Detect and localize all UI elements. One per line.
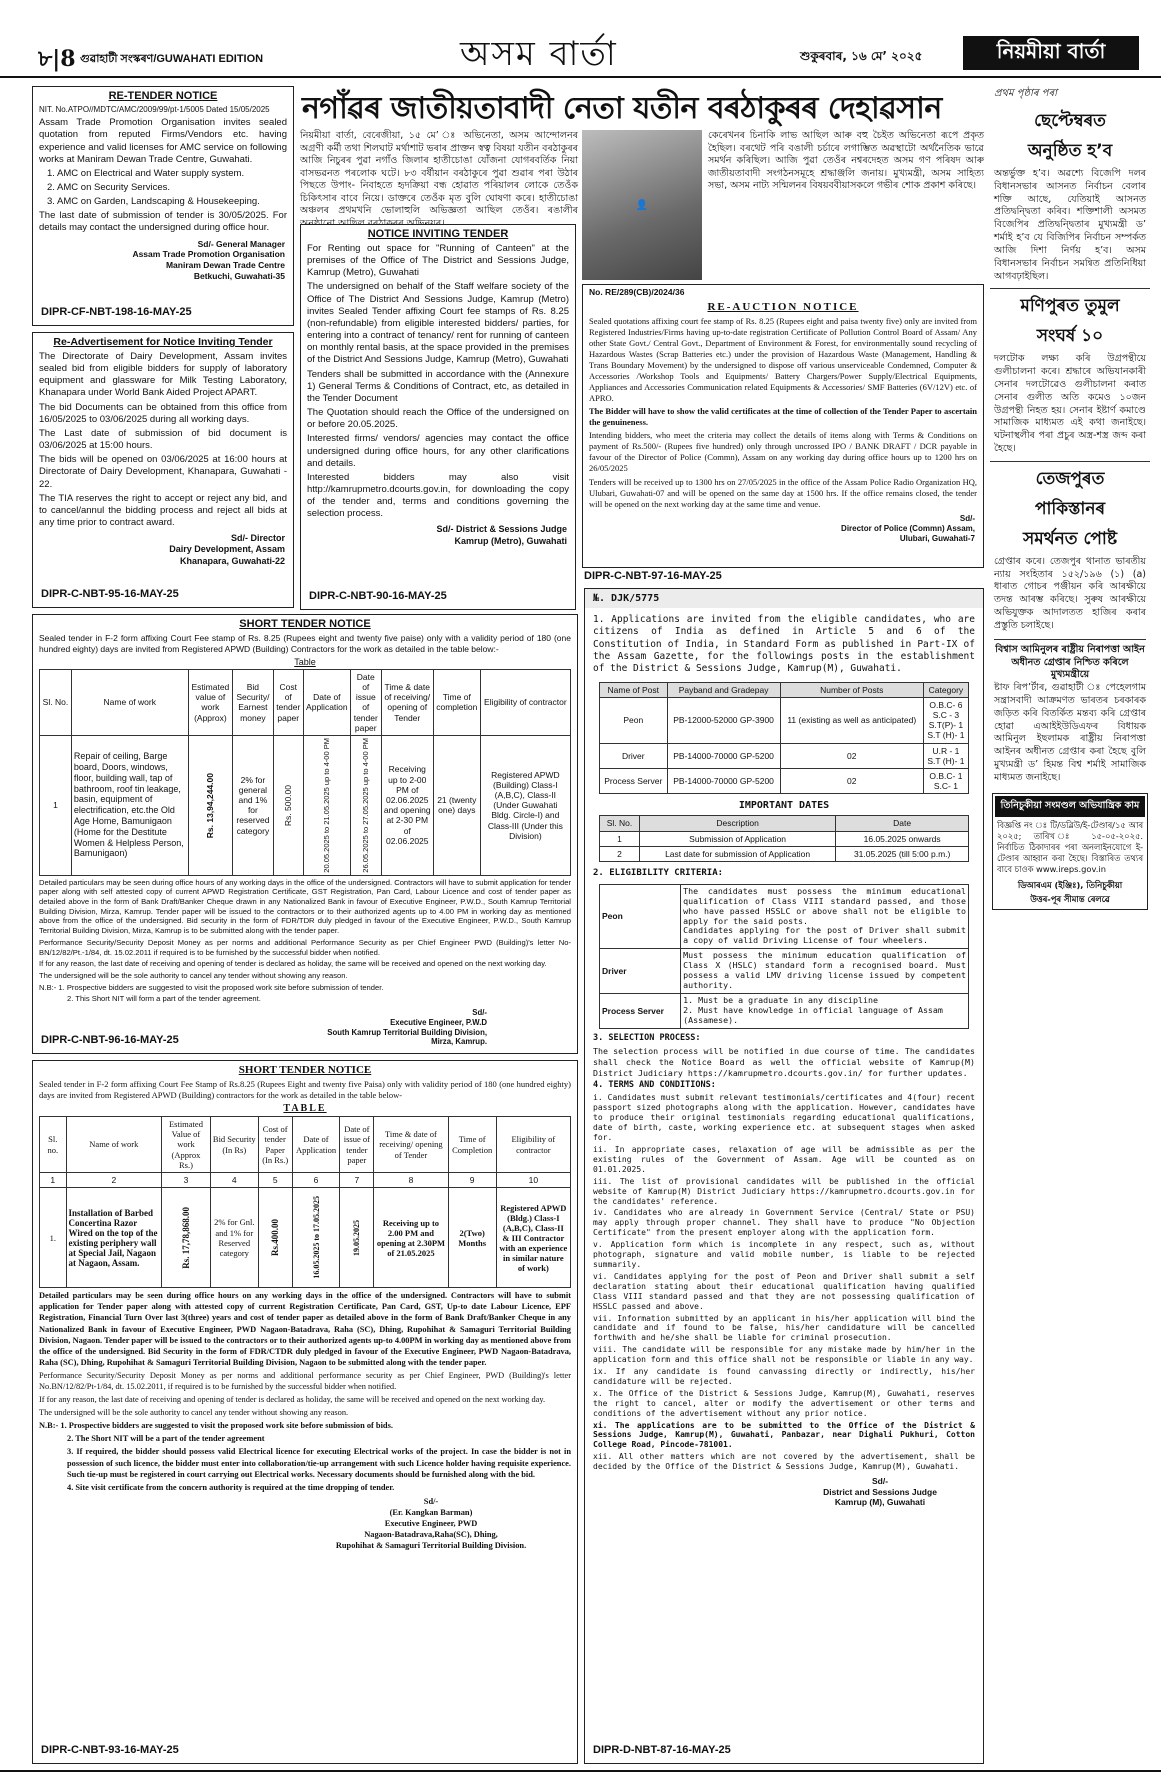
table-cell: 1 (40, 1173, 67, 1188)
retender-last-date: The last date of submission of tender is 30/05/2025. For details may contact the undersigned during office hour. (39, 210, 287, 234)
table-cell: 10 (496, 1173, 570, 1188)
table-cell: Last date for submission of Application (639, 846, 835, 861)
table-header: Sl. no. (40, 1117, 67, 1173)
retender-item: 3. AMC on Garden, Landscaping & Housekeeping. (47, 196, 260, 208)
table-cell: Receiving up to 2-00 PM of 02.06.2025 and opening at 2-30 PM of 02.06.2025 (381, 735, 433, 875)
table-cell: O.B.C- 1 S.C- 1 (923, 769, 968, 794)
term-item: x. The Office of the District & Sessions Judge, Kamrup(M), Guwahati, reserves the right to cancel, alter or modify the advertisement or other terms and conditions of the advertisement without any prior notice. (593, 1388, 975, 1418)
reauction-signature: Sd/- Director of Police (Commn) Assam, Ulubari, Guwahati-7 (841, 513, 975, 543)
table-cell: 7 (340, 1173, 374, 1188)
side-continued: প্ৰথম পৃষ্ঠাৰ পৰা (994, 88, 1058, 99)
side-headline: তেজপুৰত (990, 461, 1150, 494)
side-headline: সমৰ্থনত পোষ্ট (1022, 528, 1118, 549)
short2-para: Detailed particulars may be seen during office hours on any working days in the office of the undersigned. Contractors will have to submit application for Tender paper along with attested copy of current Registration Certificate, Pan Card, GST, Up-to date Labour Licence, EPF Registration, Financial Turn Over last 3(three) years and cost of tender paper as detailed above in the form of Bank Draft/Banker Cheque in any Nationalized Bank in favour of Executive Engineer, PWD Nagaon-Batadrava, Raha (SC), Dhing, Rupohihat & Samaguri Territorial Building Division, Nagaon. Tender paper will be issued to the contractors or to their authorized agents up-to 4.00PM in working day as mentioned above from the office of the undersigned. Bid Security in the form of FDR/CTDR duly pledged in favour of the Executive Engineer, PWD Nagaon-Batadrava, Raha (SC), Dhing, Rupohihat & Samaguri Territorial Building Division, Nagaon to be submitted along with the tender paper. (39, 1291, 571, 1367)
table-cell: 6 (292, 1173, 340, 1188)
retender-code: DIPR-CF-NBT-198-16-MAY-25 (41, 306, 192, 318)
short1-table-label: Table (294, 656, 316, 667)
page-number: ৮|8 (38, 46, 76, 72)
side-text: গ্ৰেপ্তাৰ কৰে। তেজপুৰ থানাত ভাৰতীয় ন্যায় সংহিতাৰ ১৫২/১৯৬ (১) (a) ধাৰাত গোচৰ পঞ্জীয়ন কৰি আৰক্ষীয়ে তদন্ত আৰম্ভ কৰিছে। সুৰুষ আৰক্ষীয়ে অভিযুক্তক আদালতত হাজিৰ কৰাৰ প্ৰস্তুতি চলাইছে। (994, 555, 1146, 631)
table-row (600, 846, 969, 861)
retender-body: Assam Trade Promotion Organisation invites sealed quotation from reputed Firms/Vendors etc. having experience and valid licenses for AMC service on following works at Maniram Dewan Trade Centre, Guwahati. (39, 117, 287, 165)
table-cell: PB-12000-52000 GP-3900 (667, 697, 780, 743)
short2-title: SHORT TENDER NOTICE (238, 1064, 372, 1076)
vertical-text: 26.05.2025 to 27.05.2025 up to 4-00 PM (361, 737, 371, 873)
table-cell: 21 (twenty one) days (433, 735, 480, 875)
edition-label: গুৱাহাটী সংস্কৰণ/GUWAHATI EDITION (80, 53, 264, 65)
vertical-text: 20.05.2025 to 21.05.2025 up to 4-00 PM (322, 737, 332, 873)
short2-table (39, 1116, 571, 1288)
table-cell: Driver (600, 743, 668, 768)
reauction-para: The Bidder will have to show the valid certificates at the time of collection of the Tender Paper to ascertain the genuineness. (589, 406, 977, 428)
canteen-para: Interested firms/ vendors/ agencies may contact the office undersigned during office hours, for any other clarifications and details. (307, 433, 569, 469)
table-header: Cost of tender paper (273, 669, 303, 735)
railway-tender-box (992, 793, 1148, 910)
eligibility-title: 2. ELIGIBILITY CRITERIA: (593, 867, 724, 878)
table-cell: O.B.C- 6 S.C - 3 S.T(P)- 1 S.T (H)- 1 (923, 697, 968, 743)
term-item: vi. Candidates applying for the post of Peon and Driver shall submit a self declaration stating about their educational qualification having qualified Class VIII standard passed and that they are not possessing qualification of HSSLC passed and above. (593, 1271, 975, 1311)
short1-para: Performance Security/Security Deposit Money as per norms and additional Performance Security as per Chief Engineer PWD (Building)'s letter No-BN/12/82/Pt.-1/84, dt. 15.02.2011 if required is to be furnished by the successful bidder when notified. (39, 937, 571, 957)
vertical-text: 19.05.2025 (352, 1219, 362, 1256)
dates-table (599, 815, 969, 862)
short1-table (39, 669, 571, 876)
table-cell: Repair of ceiling, Barge board, Doors, windows, floor, building wall, tap of bathroom, roof tin leakage, basin, equipment of electrification, etc.the Old Age Home, Bamunigaon (Home for the Destitute Women & Helpless Person, Bamunigaon) (71, 735, 188, 875)
term-item: v. Application form which is incomplete in any respect, such as, without photograph, signature and valid mobile number, is liable to be rejected summarily. (593, 1240, 975, 1269)
term-item: vii. Information submitted by an applicant in his/her application will bind the candidate and if found to be false, his/her candidature will be cancelled forthwith and he/she shall be liable for criminal prosecution. (593, 1313, 975, 1343)
table-cell: 2% for general and 1% for reserved category (233, 735, 274, 875)
table-cell: Registered APWD (Bldg.) Class-I (A,B,C), Class-II & III Contractor with an experience in similar nature of work) (496, 1188, 570, 1288)
vertical-text: Rs. 500.00 (283, 784, 294, 826)
reauction-para: Sealed quotations affixing court fee stamp of Rs. 8.25 (Rupees eight and paisa twenty five) only are invited from Registered Industries/Firms having up-to-date registration Certificate of Pollution Control Board of Assam/ Any other State Govt./ Central Govt., Department of Environment & Forest, for environmentally sound recycling of Hazardous Wastes (Scrap Batteries etc.) under the provision of Hazardous Waste (Management, Handling & Trans Boundary Movement) by the undersigned to dispose off various unserviceable Condemned, Computer & Accessories /Workshop Tools and Equipments/ Battery Chargers/Power Supply/Electrical Equipments, Appliances and Accessories Communication related Equipments & Accessories/ SMF Batteries (6V/12V) etc. of APRO. (589, 315, 977, 404)
page-footer-rule (0, 1770, 1161, 1772)
vertical-text: 16.05.2025 to 17.05.2025 (311, 1196, 321, 1280)
short2-intro: Sealed tender in F-2 form affixing Court Fee Stamp of Rs.8.25 (Rupees Eight and twenty five Paisa) only with validity period of 180 (one hundred eighty) days are invited from Registered APWD (Building) contractors for the work as detailed in the table below- (39, 1079, 571, 1101)
canteen-signature: Sd/- District & Sessions Judge Kamrup (Metro), Guwahati (436, 524, 567, 546)
table-header: Number of Posts (780, 682, 923, 697)
term-item: ix. If any candidate is found canvassing directly or indirectly, his/her candidature will be rejected. (593, 1367, 975, 1386)
table-cell: 11 (existing as well as anticipated) (780, 697, 923, 743)
table-cell (350, 735, 381, 875)
table-cell: 3 (162, 1173, 211, 1188)
short-tender-2 (32, 1060, 578, 1764)
side-text: ষ্টাফ ৰিপ’ৰ্টাৰ, গুৱাহাটী ঃ পেহেলগাম সন্ত্ৰাসবাদী আক্ৰমণত ভাৰতৰ চৰকাৰক জড়িত কৰি বিতৰ্কিত মন্তব্য কৰি গ্ৰেপ্তাৰ হোৱা এআইইউডিএফৰ বিধায়ক আমিনুল ইছলামক ৰাষ্ট্ৰীয় নিৰাপত্তা আইনৰ অধীনত গ্ৰেপ্তাৰ কৰা হৈছে বুলি মুখ্যমন্ত্ৰী ড’ হিমন্ত বিশ্ব শৰ্মাই সামাজিক মাধ্যমত জনাইছে। (994, 682, 1146, 783)
retender-title: RE-TENDER NOTICE (108, 90, 218, 102)
table-cell: Process Server (600, 994, 681, 1029)
table-cell (303, 735, 350, 875)
selection-text: The selection process will be notified in due course of time. The candidates shall check the Notice Board as well the official website of Kamrup(M) District Judiciary https://kamrupmetro.dcourts.gov.in/ for further updates. (593, 1046, 975, 1078)
canteen-para: The undersigned on behalf of the Staff welfare society of the Office of The District And Sessions Judge, Kamrup (Metro) invites Sealed Tender affixing Court fee stamps of Rs. 8.25 (non-refundable) from eligible interested bidders/ parties, for entering into a contract of tenancy/ rent for running of canteen on monthly rental basis, at the space provided in the premises of the District And Sessions Judge, Kamrup (Metro), Guwahati (307, 281, 569, 366)
table-header: Time of Completion (448, 1117, 496, 1173)
table-header-row (40, 669, 571, 735)
table-row (40, 735, 571, 875)
canteen-para: For Renting out space for "Running of Canteen" at the premises of the Office of The District and Sessions Judge, Kamrup (Metro), Guwahati (307, 243, 569, 279)
term-item: ii. In appropriate cases, relaxation of age will be admissible as per the existing rules of the Government of Assam. Age will be counted as on 01.01.2025. (593, 1145, 975, 1174)
retender-item: 1. AMC on Electrical and Water supply system. (47, 167, 245, 179)
canteen-para: Tenders shall be submitted in accordance with the (Annexure 1) General Terms & Conditions of Contract, etc, as detailed in the Tender Document (307, 368, 569, 404)
table-header: Date of issue of tender paper (350, 669, 381, 735)
table-cell: 02 (780, 769, 923, 794)
canteen-title: NOTICE INVITING TENDER (367, 228, 509, 240)
news-column-2 (708, 130, 984, 280)
reauction-title: RE-AUCTION NOTICE (707, 300, 859, 313)
retender-ref: NIT. No.ATPO//MDTC/AMC/2009/99/pt-1/5005 Dated 15/05/2025 (39, 105, 270, 114)
reauction-code: DIPR-C-NBT-97-16-MAY-25 (584, 570, 722, 582)
table-header: Date (836, 816, 969, 831)
short-tender-1 (32, 614, 578, 1054)
side-headline: সংঘৰ্ষ ১০ (1036, 326, 1104, 347)
table-row (600, 743, 969, 768)
table-header: Eligibility of contractor (480, 669, 570, 735)
side-headline: ছেপ্টেম্বৰত (1034, 111, 1106, 131)
table-cell: 1 (600, 831, 640, 846)
table-cell: 9 (448, 1173, 496, 1188)
short2-para: Performance Security/Security Deposit Money as per norms and additional performance security as per Chief Engineer, PWD (Building)'s letter No.BN/12/82/Pt-1/84, dt. 15.02.2011, if required is to be furnished by the successful bidder when notified. (39, 1370, 571, 1391)
table-row (600, 949, 969, 994)
paper-name: অসম বাৰ্তা (460, 34, 618, 74)
table-cell: Receiving up to 2.00 PM and opening at 2.30PM of 21.05.2025 (374, 1188, 448, 1288)
table-cell: Driver (600, 949, 681, 994)
short2-nb: 2. The Short NIT will be a part of the tender agreement (67, 1434, 265, 1444)
table-cell: 2 (66, 1173, 162, 1188)
table-cell: 1 (40, 735, 72, 875)
short2-signature: Sd/- (Er. Kangkan Barman) Executive Engineer, PWD Nagaon-Batadrava,Raha(SC), Dhing, Rupohihat & Samaguri Territorial Building Division. (335, 1496, 527, 1550)
short1-para: Detailed particulars may be seen during office hours of any working days in the office of the undersigned. Contractors will have to submit application for tender paper along with self attested copy of current APWD Registration Certificate, GST Registration, Pan Card, Labour Licence and cost of tender paper as detailed above in the form of Bank Draft/Banker Cheque drawn in any Nationalized Bank in favour of Executive Engineer, P.W.D., South Kamrup Territorial Building Division, Mirza, Kamrup. Tender paper will be issued to the contractors or to their authorized agents up to 4.00 PM in working day as mentioned above from the office of the undersigned. Bid security in the form of FDR/TDR duly pledged in favour of the Executive Engineer, P.W.D., South Kamrup Territorial Building Division, Mirza, Kamrup is to be submitted along with the tender paper. (39, 877, 571, 936)
short2-nb: 4. Site visit certificate from the concern authority is required at the time dropping of tender. (67, 1482, 395, 1492)
terms-title: 4. TERMS AND CONDITIONS: (593, 1080, 716, 1091)
dairy-para: The bid Documents can be obtained from this office from 16/05/2025 to 03/06/2025 during all working days. (39, 401, 287, 425)
short1-title: SHORT TENDER NOTICE (239, 618, 371, 630)
news-text: কেৰেখনৰ চিনাকি লাভ আছিল আৰু বহু চৈইত অভিনেতা ৰূপে প্ৰকৃত হৈছিল। বৰথেট পৰি বঙালী চৰ্চাৰে লগাম্ভিত অৱস্থাটো অৰ্থনৈতিক ভাৱে সমৰ্থন কৰিছিল। আজি পুৱা তেওঁৰ নশ্বৰদেহত অসম গণ পৰিষদ আৰু জাতীয়তাবাদী সংগঠনসমূহে শ্ৰদ্ধাঞ্জলি জনায়। মুখ্যমন্ত্ৰী, অসম সাহিত্য সভা, অসম নাট্য সন্মিলনৰ বিষয়ববীয়াসকলে গভীৰ শোক প্ৰকাশ কৰিছে। (708, 130, 984, 192)
railway-box-text: বিজ্ঞপ্তি নং ঃ টি/ডব্লিউ/ই-টেণ্ডাৰ/১৫ আৰ ২০২৫; তাৰিখ ঃ ১৫-০৫-২০২৫. নিৰ্বাচিত ঠিকাদাৰৰ পৰা অনলাইনযোগে ই-টেণ্ডাৰ আহ্বান কৰা হৈছে। বিস্তাৰিত তথ্যৰ বাবে চাওক www.ireps.gov.in (997, 819, 1143, 875)
short2-para: The undersigned will be the sole authority to cancel any tender without showing any reason. (39, 1408, 349, 1418)
table-header: Description (639, 816, 835, 831)
short1-nb: N.B:- 1. Prospective bidders are suggested to visit the proposed work site before submission of tender. (39, 982, 384, 992)
table-cell: PB-14000-70000 GP-5200 (667, 743, 780, 768)
posts-table (599, 682, 969, 795)
table-row (600, 769, 969, 794)
table-header: Date of Application (303, 669, 350, 735)
dairy-notice (32, 332, 294, 608)
vertical-text: Rs. 17,78,868.00 (180, 1206, 191, 1269)
table-cell: Peon (600, 697, 668, 743)
table-cell: 16.05.2025 onwards (836, 831, 969, 846)
table-header: Name of Post (600, 682, 668, 697)
table-row (600, 697, 969, 743)
table-header-row (600, 682, 969, 697)
table-row (600, 994, 969, 1029)
masthead (0, 0, 1161, 78)
side-subheadline: বিশ্বাস আমিনুলৰ ৰাষ্ট্ৰীয় নিৰাপত্তা আইন অধীনত গ্ৰেপ্তাৰ নিশ্চিত কৰিলে মুখ্যমন্ত্ৰীয়ে (994, 639, 1146, 682)
table-cell (258, 1188, 292, 1288)
retender-item: 2. AMC on Security Services. (47, 182, 171, 194)
reauction-ref: No. RE/289(CB)/2024/36 (589, 287, 685, 297)
table-cell (188, 735, 232, 875)
table-cell: 2% for Gnl. and 1% for Reserved category (210, 1188, 258, 1288)
short2-nb: 3. If required, the bidder should possess valid Electrical licence for executing Electrical works of the project. In case the bidder is not in possession of such licence, the bidder must enter into collaboration/tie-up arrangement with such Licence holder having requisite experience. Such tie-up must be registered in court carrying out Electrical works. Necessary documents should be furnished along with the bid. (67, 1447, 571, 1479)
dairy-code: DIPR-C-NBT-95-16-MAY-25 (41, 588, 179, 600)
canteen-para: Interested bidders may also visit http://kamrupmetro.dcourts.gov.in, for downloading the copy of the tender and, terms and conditions governing the selection process. (307, 471, 569, 520)
court-code: DIPR-D-NBT-87-16-MAY-25 (593, 1744, 731, 1756)
table-cell: The candidates must possess the minimum educational qualification of Class VIII standard passed, and those who have passed HSSLC or above shall not be eligible to apply for the said posts. Candidates applying for the post of Driver shall submit a copy of valid Driving License of four wheelers. (681, 884, 969, 949)
canteen-para: The Quotation should reach the Office of the undersigned on or before 20.05.2025. (307, 407, 569, 431)
table-header: Name of work (66, 1117, 162, 1173)
short2-para: If for any reason, the last date of receiving and opening of tender is declared as holiday, the same will be received and opened on the next working day. (39, 1395, 546, 1405)
table-header: Estimated Value of work (Approx Rs.) (162, 1117, 211, 1173)
table-header: Bid Security/ Earnest money (233, 669, 274, 735)
news-headline: নগাঁৱৰ জাতীয়তাবাদী নেতা যতীন বৰঠাকুৰৰ দেহাৱসান (302, 91, 942, 126)
railway-box-footer: ডিআৰএম (ইঞ্জিঃ), তিনিচুকীয়া উত্তৰ-পূৰ সীমান্ত ৰেলৱে (1017, 879, 1123, 904)
short1-para: If for any reason, the last date of receiving and opening of tender is declared as holiday, the same will be received and opened on the next working day. (39, 959, 547, 969)
table-header: Eligibility of contractor (496, 1117, 570, 1173)
table-header-row (40, 1117, 571, 1173)
short1-nb: 2. This Short NIT will form a part of the tender agreement. (67, 994, 261, 1004)
short2-nb: N.B:- 1. Prospective bidders are suggested to visit the proposed work site before submission of bids. (39, 1421, 393, 1431)
eligibility-table (599, 884, 969, 1029)
table-cell: PB-14000-70000 GP-5200 (667, 769, 780, 794)
side-text: দলটোক লক্ষ্য কৰি উগ্ৰপন্থীয়ে গুলীচালনা কৰে। শ্ৰদ্ধাৰে অভিযানকাৰী সেনাৰ দলটোৱেও গুলীচালনা কৰাত সেনাৰ গুলীত অতি কমেও ১০জন উগ্ৰপন্থী নিহত হয়। সেনাৰ ইষ্টাৰ্ণ কমাণ্ডে সামাজিক মাধ্যমত এই কথা জনাইছে। ঘটনাস্থলীৰ পৰা প্ৰচুৰ অস্ত্ৰ-শস্ত্ৰ জব্দ কৰা হৈছে। (994, 353, 1146, 454)
short2-table-label: TABLE (283, 1103, 327, 1115)
side-text: অন্তৰ্ভুক্ত হ’ব। অৱশ্যে বিজেপি দলৰ বিধানসভাৰ আসনত নিৰ্বাচন বেলাৰ শক্তি আছে, যেতিয়াই আসনত প্ৰতিদ্বন্দ্বিতা কৰিব। শক্তিশালী অসমত বিজেপিৰ প্ৰতিদ্বন্দ্বিতাৰ মুখ্যমন্ত্ৰী ড’ শৰ্মাই হ’ব যে বিজিপিৰ নিৰ্বাচন সম্পৰ্কত আজি দিশা নিৰ্ণয় হ’ব। অসম বিধানসভাৰ নিৰ্বাচন সমন্বিত প্ৰতিনিধিয়া আগবঢ়াইছিল। (994, 168, 1146, 282)
retender-notice (32, 86, 294, 326)
table-header-row (600, 816, 969, 831)
table-cell: 2 (600, 846, 640, 861)
term-item: i. Candidates must submit relevant testimonials/certificates and 4(four) recent passport sized photographs along with the application. However, candidates have to produce their original testimonials regarding educational qualifications, date of birth, caste, working experience etc. at subsequent stages when asked for. (593, 1093, 975, 1143)
canteen-notice (300, 224, 576, 610)
term-item: viii. The candidate will be responsible for any mistake made by him/her in the application form and this office shall not be responsible or liable in any way. (593, 1345, 975, 1365)
dairy-para: The Last date of submission of bid document is 03/06/2025 at 15:00 hours. (39, 427, 287, 452)
side-headline: অনুষ্ঠিত হ’ব (1027, 141, 1113, 161)
reauction-para: Tenders will be received up to 1300 hrs on 27/05/2025 in the office of the Assam Police Radio Organization HQ, Ulubari, Guwahati-07 and will be opened on the same day at 1500 hrs. If the office remains closed, the tender will be opened on the next working day at the same time and venue. (589, 476, 977, 509)
news-text: নিয়মীয়া বাৰ্তা, বেৰেজীয়া, ১৫ মে’ ঃ অভিনেতা, অসম আন্দোলনৰ অগ্ৰণী কৰ্মী তথা শিলঘাট মৰ্থাশাট ভৰাৰ প্ৰাক্তন স্বত্ব বিষয়া যতীন বৰঠাকুৰৰ আজি নিচুৰৰ পুৱা নগাঁও জিলাৰ হাতীচোঙা যোঁজনা যোগৰবৰ্তিক নিয়া বাসভৱনত পৰলোক ঘটে। ৮৩ বৰ্ষীয়ান বৰঠাকুৰে পুৱা শুৱাৰ পৰা উঠাৰ পিছতে উপাং- নিবাহতে হৃদক্ৰিয়া বন্ধ হোৱাত পৰিয়ালৰ লোকে তেওঁক চিকিৎসাৰ বাবে নিয়ে। ডাক্তৰে তেওঁক মৃত বুলি ঘোষণা কৰে। হাতীচোঙা অঞ্চলৰ প্ৰথমখনি ভোলাহুলি অভিজ্ঞতা আছিল তেওঁৰ। ৰঙালীৰ (300, 130, 578, 217)
table-cell: 2(Two) Months (448, 1188, 496, 1288)
table-header: Payband and Gradepay (667, 682, 780, 697)
term-item: xii. All other matters which are not covered by the advertisement, shall be decided by the Office of the District & Sessions Judge, Kamrup(M), Guwahati. (593, 1452, 975, 1472)
term-item: iv. Candidates who are already in Government Service (Central/ State or PSU) may apply through proper channel. They shall have to produce "No Objection Certificate" from the present employer along with the application form. (593, 1208, 975, 1238)
canteen-code: DIPR-C-NBT-90-16-MAY-25 (309, 590, 447, 602)
table-header: Time & date of receiving/ opening of Tender (381, 669, 433, 735)
dairy-para: The TIA reserves the right to accept or reject any bid, and to cancel/annul the bidding process and reject all bids at any time prior to contract award. (39, 492, 287, 529)
table-header: Name of work (71, 669, 188, 735)
table-header: Cost of tender Paper (In Rs.) (258, 1117, 292, 1173)
paper-logo: নিয়মীয়া বাৰ্তা (963, 36, 1139, 70)
table-cell: 1. (40, 1188, 67, 1288)
short2-code: DIPR-C-NBT-93-16-MAY-25 (41, 1744, 179, 1756)
table-cell: Installation of Barbed Concertina Razor Wired on the top of the existing periphery wall at Special Jail, Nagaon at Nagaon, Assam. (66, 1188, 162, 1288)
table-cell: 5 (258, 1173, 292, 1188)
court-signature: Sd/- District and Sessions Judge Kamrup (M), Guwahati (823, 1476, 937, 1508)
table-cell: 1. Must be a graduate in any discipline 2. Must have knowledge in official language of Assam (Assamese). (681, 994, 969, 1029)
table-header: Estimated value of work (Approx) (188, 669, 232, 735)
table-row (600, 884, 969, 949)
table-header: Bid Security (In Rs) (210, 1117, 258, 1173)
table-cell (292, 1188, 340, 1288)
table-cell: Submission of Application (639, 831, 835, 846)
photo-placeholder-icon: 👤 (635, 199, 649, 211)
table-cell (340, 1188, 374, 1288)
issue-date: শুকুৰবাৰ, ১৬ মে’ ২০২৫ (800, 49, 923, 63)
term-item: iii. The list of provisional candidates will be published in the official website of Kamrup(M) District Judiciary https://kamrupmetro.dcourts.gov.in for the candidates' reference. (593, 1176, 975, 1206)
side-headline: মণিপুৰত তুমুল (990, 288, 1150, 321)
reauction-para: Intending bidders, who meet the criteria may collect the details of items along with Terms & Conditions on payment of Rs.500/- (Rupees five hundred) only through uncrossed IPO / BANK DRAFT / DCR payable in favour of the Director of Police (Commn), Assam on any working day during office hours up to 1200 hrs on 26/05/2025 (589, 430, 977, 474)
short1-code: DIPR-C-NBT-96-16-MAY-25 (41, 1034, 179, 1046)
table-cell (273, 735, 303, 875)
table-cell: Registered APWD (Building) Class-I (A,B,C), Class-II (Under Guwahati Bldg. Circle-I) and Class-III (Under this Division) (480, 735, 570, 875)
short1-para: The undersigned will be the sole authority to cancel any tender without showing any reason. (39, 971, 348, 981)
vertical-text: Rs.400.00 (270, 1219, 281, 1257)
short1-signature: Sd/- Executive Engineer, P.W.D South Kamrup Territorial Building Division, Mirza, Kamrup. (327, 1008, 487, 1047)
dairy-para: The bids will be opened on 03/06/2025 at 16:00 hours at Directorate of Dairy Development, Khanapara, Guwahati - 22. (39, 454, 287, 490)
vertical-text: Rs. 13,94,244.00 (205, 772, 216, 838)
short1-intro: Sealed tender in F-2 form affixing Court Fee stamp of Rs. 8.25 (Rupees eight and twenty five paise) only with a validity period of 180 (one hundred eighty) days are invited from Registered APWD (Building) Contractors for the work as detailed in the table below:- (39, 633, 571, 654)
dairy-signature: Sd/- Director Dairy Development, Assam Khanapara, Guwahati-22 (169, 533, 285, 566)
side-headline: পাকিস্তানৰ (1034, 498, 1106, 519)
table-row (40, 1188, 571, 1288)
table-header: Time & date of receiving/ opening of Tender (374, 1117, 448, 1173)
news-photo (582, 130, 702, 280)
court-ref: №. DJK/5775 (585, 589, 983, 608)
table-row (600, 831, 969, 846)
side-column (990, 84, 1150, 1764)
term-item: xi. The applications are to be submitted to the Office of the District & Sessions Judge, Kamrup(M), Guwahati, Panbazar, near Dighali Pukhuri, Cotton College Road, Pincode-781001. (593, 1420, 975, 1450)
railway-box-title: তিনিচুকীয়া সংমণ্ডল অভিযান্ত্ৰিক কাম (995, 796, 1145, 817)
table-cell: 31.05.2025 (till 5:00 p.m.) (836, 846, 969, 861)
table-cell: Peon (600, 884, 681, 949)
dates-title: IMPORTANT DATES (738, 800, 830, 812)
reauction-notice (582, 284, 984, 568)
table-header: Category (923, 682, 968, 697)
selection-title: 3. SELECTION PROCESS: (593, 1033, 701, 1044)
table-cell: 4 (210, 1173, 258, 1188)
court-recruitment (584, 588, 984, 1764)
table-cell: 8 (374, 1173, 448, 1188)
retender-signature: Sd/- General Manager Assam Trade Promotion Organisation Maniram Dewan Trade Centre Betkuchi, Guwahati-35 (132, 238, 285, 281)
table-header: Sl. No. (600, 816, 640, 831)
table-header: Date of issue of tender paper (340, 1117, 374, 1173)
dairy-para: The Directorate of Dairy Development, Assam invites sealed bid from eligible bidders for supply of laboratory equipment and glassware for Milk Testing Laboratory, Khanapara under World Bank Aided Project APART. (39, 351, 287, 399)
table-header: Time of completion (433, 669, 480, 735)
table-number-row (40, 1173, 571, 1188)
table-header: Date of Application (292, 1117, 340, 1173)
court-intro: 1. Applications are invited from the eligible candidates, who are citizens of India as defined in Article 5 and 6 of the Constitution of India, in Standard Form as published in Part-IX of the Assam Gazette, for the followings posts in the establishment of the District & Sessions Judge, Kamrup(M), Guwahati. (593, 614, 975, 675)
table-cell: Process Server (600, 769, 668, 794)
table-header: Sl. No. (40, 669, 72, 735)
table-cell: U.R - 1 S.T (H)- 1 (923, 743, 968, 768)
table-cell: Must possess the minimum education qualification of Class X (HSLC) standard form a recognised board. Must possess a valid LMV driving license issued by competent authority. (681, 949, 969, 994)
news-column-1 (300, 130, 578, 218)
table-cell (162, 1188, 211, 1288)
table-cell: 02 (780, 743, 923, 768)
dairy-title: Re-Advertisement for Notice Inviting Tender (53, 336, 273, 348)
